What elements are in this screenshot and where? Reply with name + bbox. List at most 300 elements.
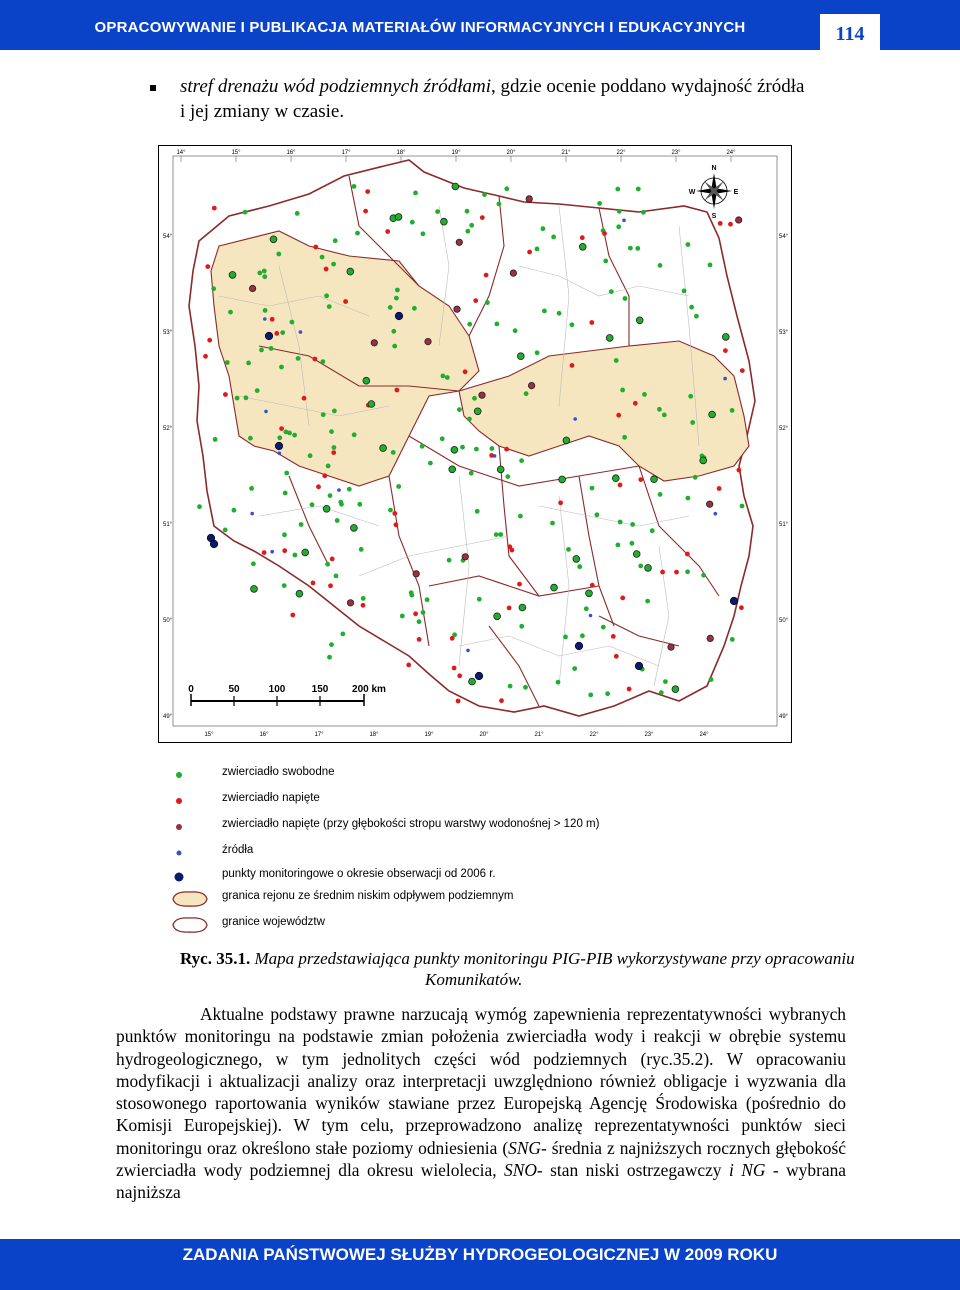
monitoring-point [519,458,524,463]
monitoring-point [493,454,497,458]
navy-dot-icon [170,866,210,888]
monitoring-point [686,242,691,247]
monitoring-point [633,401,638,406]
monitoring-point [550,521,555,526]
monitoring-point [723,348,728,353]
monitoring-point [340,632,345,637]
monitoring-point [528,382,534,388]
lat-label-left: 49° [163,714,173,720]
monitoring-point [507,544,512,549]
monitoring-point [579,243,586,250]
monitoring-point [497,202,502,207]
lat-label-right: 52° [779,426,789,432]
monitoring-point [641,210,646,215]
monitoring-point [324,267,329,272]
scale-tick-0: 0 [188,684,194,695]
monitoring-point [334,574,339,579]
lon-label-top: 19° [451,150,461,156]
monitoring-point [618,483,623,488]
lon-labels-bottom [204,732,709,738]
monitoring-point [457,673,462,678]
monitoring-point-2006 [730,597,738,605]
monitoring-point [658,492,663,497]
monitoring-point [497,466,504,473]
monitoring-point [270,317,275,322]
monitoring-point [709,677,714,682]
monitoring-point-2006 [395,312,403,320]
legend-label: punkty monitoringowe o okresie obserwacji od 2006 r. [222,868,496,880]
lon-label-top: 21° [561,150,571,156]
monitoring-point [363,377,370,384]
monitoring-point [563,437,570,444]
monitoring-point [328,493,333,498]
monitoring-point [413,611,418,616]
monitoring-point [299,522,304,527]
monitoring-point [246,361,251,366]
lat-label-right: 49° [779,714,789,720]
monitoring-point [597,201,602,206]
monitoring-point [445,375,450,380]
monitoring-point [295,211,300,216]
monitoring-point [324,293,329,298]
monitoring-point-2006 [475,672,483,680]
monitoring-point-2006 [275,442,283,450]
monitoring-point [475,509,480,514]
monitoring-point [229,272,236,279]
monitoring-point [262,274,267,279]
monitoring-point [321,412,326,417]
lat-label-right: 53° [779,330,789,336]
monitoring-point [495,322,500,327]
monitoring-point [627,687,632,692]
compass-w: W [688,189,696,196]
body-p1: Aktualne podstawy prawne narzucają wymóg zapewnienia reprezentatywności wybranych punktów monitoringu na podstawie zmian położenia zwierciadła wody i reakcji w obrębie systemu hydrogeologicznego, w tym jednolitych części wód podziemnych (ryc.35.2). W opracowaniu modyfikacji i aktualizacji analizy oraz interpretacji uwzględniono również obligacje i wyzwania dla stosowonego raportowania wyników stawiane przez Europejską Agencję Środowiska (pośrednio do Komisji Europejskiej). W tym celu, przeprowadzono analizę reprezentatywności punktów sieci monitoringu oraz określono stałe poziomy odniesienia ( [116,1004,846,1158]
legend-label: granica rejonu ze średnim niskim odpływem podziemnym [222,890,514,902]
monitoring-point [611,634,616,639]
monitoring-point [723,377,727,381]
lon-label-bottom: 23° [644,732,654,738]
monitoring-point [417,619,422,624]
monitoring-point [264,410,268,414]
lon-label-bottom: 21° [534,732,544,738]
monitoring-point [685,552,690,557]
monitoring-point [519,604,526,611]
lat-labels-left [163,234,173,720]
monitoring-point [737,468,742,473]
monitoring-point [494,613,501,620]
monitoring-point [225,360,230,365]
monitoring-point [638,564,643,569]
monitoring-point [630,522,635,527]
body-p1b: średnia z najniższych rocznych głębokość zwierciadła wody podziemnej dla okresu wielolecia, [116,1137,846,1181]
monitoring-point [709,411,716,418]
lon-label-top: 15° [231,150,241,156]
green-dot-icon [170,764,210,786]
blue-dot-icon [170,842,210,864]
lat-label-right: 54° [779,234,789,240]
monitoring-point [518,514,523,519]
monitoring-point [223,528,228,533]
monitoring-point [251,586,258,593]
monitoring-point [682,289,687,294]
legend-label: granice województw [222,916,325,928]
lon-label-top: 16° [286,150,296,156]
monitoring-point [685,569,690,574]
monitoring-point [406,663,411,668]
monitoring-point [332,445,337,450]
monitoring-point [228,310,233,315]
monitoring-point [485,300,490,305]
monitoring-point [480,215,485,220]
monitoring-point [590,486,595,491]
monitoring-point [651,476,658,483]
bullet-rest: , gdzie ocenie poddano wydajność źródła [491,76,805,97]
monitoring-point [249,486,254,491]
legend-label: zwierciadło napięte [222,792,320,804]
monitoring-point [380,445,387,452]
monitoring-point [308,453,313,458]
lat-label-right: 50° [779,618,789,624]
monitoring-point [566,547,571,552]
monitoring-point [466,649,470,653]
map-frame [158,145,792,743]
monitoring-point [623,296,628,301]
monitoring-point [612,475,619,482]
monitoring-point [457,407,462,412]
monitoring-point [441,218,448,225]
monitoring-point [361,596,366,601]
page-number: 114 [820,14,880,50]
monitoring-point [620,596,625,601]
lon-label-bottom: 15° [204,732,214,738]
lat-label-left: 52° [163,426,173,432]
monitoring-point [707,501,713,507]
bullet-marker [150,85,156,91]
monitoring-point [616,543,621,548]
bullet-italic: stref drenażu wód podziemnych źródłami [180,76,492,97]
monitoring-point [365,189,370,194]
monitoring-point [469,678,476,685]
monitoring-point [449,466,456,473]
monitoring-point [589,320,594,325]
monitoring-point [262,550,267,555]
monitoring-point [329,429,334,434]
monitoring-point [504,447,509,452]
monitoring-point [452,666,457,671]
monitoring-point [413,191,418,196]
lon-labels-top [176,150,736,156]
monitoring-point [409,590,414,595]
monitoring-point [347,268,354,275]
monitoring-point [563,635,568,640]
monitoring-point [203,354,208,359]
monitoring-point [498,532,503,537]
monitoring-point [474,408,481,415]
header-title: OPRACOWYWANIE I PUBLIKACJA MATERIAŁÓW INFORMACYJNYCH I EDUKACYJNYCH [94,19,746,36]
monitoring-point [638,477,643,482]
monitoring-point [425,597,430,602]
monitoring-point [396,484,401,489]
monitoring-point [740,368,745,373]
monitoring-point [395,288,400,293]
monitoring-point [347,600,353,606]
monitoring-point [707,635,713,641]
monitoring-point [708,263,713,268]
monitoring-point [259,348,264,353]
monitoring-point [417,637,422,642]
monitoring-point [279,426,284,431]
body-p1c: stan niski ostrzegawczy [542,1160,729,1181]
lat-label-right: 51° [779,522,789,528]
monitoring-point [559,476,566,483]
monitoring-point [615,187,620,192]
lon-label-top: 18° [396,150,406,156]
monitoring-point [635,246,640,251]
monitoring-point [212,206,217,211]
monitoring-point [391,450,396,455]
monitoring-point [622,435,627,440]
monitoring-point [277,435,282,440]
monitoring-point [513,328,518,333]
monitoring-point [454,306,460,312]
monitoring-point [263,317,267,321]
monitoring-point [394,522,399,527]
monitoring-point [249,285,255,291]
monitoring-point [447,558,452,563]
monitoring-point [460,445,465,450]
monitoring-point [469,471,474,476]
monitoring-point [331,262,336,267]
monitoring-point [479,392,485,398]
monitoring-point [313,245,318,250]
lon-label-top: 23° [671,150,681,156]
monitoring-point [392,344,397,349]
monitoring-point [359,547,364,552]
compass-n: N [711,165,717,172]
monitoring-point [279,365,284,370]
monitoring-point [645,599,650,604]
monitoring-point [421,610,426,615]
monitoring-point [465,209,470,214]
monitoring-point [371,340,377,346]
monitoring-point [693,475,698,480]
monitoring-point [329,642,334,647]
monitoring-point [363,209,368,214]
lon-label-bottom: 24° [699,732,709,738]
monitoring-point [541,226,546,231]
monitoring-point [535,350,540,355]
monitoring-point [645,565,652,572]
monitoring-point [465,229,470,234]
monitoring-point [494,532,499,537]
monitoring-point [388,305,393,310]
monitoring-point [650,528,655,533]
monitoring-point [463,369,468,374]
lat-label-left: 54° [163,234,173,240]
monitoring-point [603,259,608,264]
lat-label-left: 53° [163,330,173,336]
lon-label-top: 20° [506,150,516,156]
monitoring-point [257,271,262,276]
monitoring-point [736,217,742,223]
monitoring-point [283,491,288,496]
monitoring-point [572,666,577,671]
border-shape-icon [170,914,210,936]
monitoring-point [657,407,662,412]
monitoring-point [223,392,228,397]
monitoring-point [616,413,621,418]
body-text [116,1003,846,1204]
monitoring-point [211,286,216,291]
monitoring-point [243,210,248,215]
monitoring-point [235,396,240,401]
lon-label-top: 14° [176,150,186,156]
monitoring-point [440,436,445,441]
monitoring-point-2006 [575,642,583,650]
monitoring-point [730,408,735,413]
monitoring-point [580,235,585,240]
monitoring-point-2006 [265,332,273,340]
monitoring-point [391,329,396,334]
monitoring-point [662,413,667,418]
monitoring-point [335,518,340,523]
monitoring-point [551,584,558,591]
monitoring-point [270,550,274,554]
monitoring-point [355,231,360,236]
monitoring-point [339,502,344,507]
monitoring-point [601,625,606,630]
monitoring-point [717,486,722,491]
monitoring-point [322,473,327,478]
monitoring-point [413,571,419,577]
monitoring-point [250,512,254,516]
monitoring-point [302,549,309,556]
monitoring-point [505,474,510,479]
monitoring-point [327,304,332,309]
monitoring-point [617,209,622,214]
monitoring-point [510,270,516,276]
monitoring-point [213,437,218,442]
monitoring-point [636,187,641,192]
monitoring-point [618,520,623,525]
monitoring-point [332,409,337,414]
monitoring-point [316,484,321,489]
monitoring-point [622,219,626,223]
monitoring-point [714,512,718,516]
monitoring-point [660,570,665,575]
monitoring-point [282,583,287,588]
monitoring-point [412,306,417,311]
monitoring-point [605,691,610,696]
monitoring-point [589,614,593,618]
monitoring-point [527,250,532,255]
monitoring-point [278,452,282,456]
monitoring-point [573,417,577,421]
monitoring-point [280,330,285,335]
monitoring-point [477,597,482,602]
monitoring-point [326,464,331,469]
monitoring-point [728,222,733,227]
monitoring-point [420,444,425,449]
monitoring-point [473,298,478,303]
monitoring-point [325,562,330,567]
monitoring-point [689,305,694,310]
monitoring-point [642,392,647,397]
monitoring-point [441,374,446,379]
monitoring-point [207,338,212,343]
monitoring-point [327,655,332,660]
monitoring-point [323,505,330,512]
monitoring-point [368,401,375,408]
monitoring-point [333,238,338,243]
monitoring-point [284,471,289,476]
body-sng: SNG- [508,1137,547,1158]
poland-map [159,146,791,742]
monitoring-point [282,532,287,537]
monitoring-point [551,235,556,240]
monitoring-point [556,680,561,685]
monitoring-point [620,388,625,393]
body-sno: SNO- [504,1160,543,1181]
compass-e: E [733,189,739,196]
monitoring-point [428,461,433,466]
monitoring-point [688,394,693,399]
monitoring-point [331,450,336,455]
monitoring-point [270,236,277,243]
monitoring-point [573,556,580,563]
monitoring-point [499,698,504,703]
lon-label-bottom: 17° [314,732,324,738]
lon-label-top: 24° [726,150,736,156]
monitoring-point [668,644,674,650]
monitoring-point [628,246,633,251]
monitoring-point [262,269,267,274]
monitoring-point [205,264,210,269]
monitoring-point [614,358,619,363]
monitoring-point [659,690,664,695]
lon-label-bottom: 16° [259,732,269,738]
monitoring-point [467,417,472,422]
monitoring-point [255,388,260,393]
monitoring-point [542,309,547,314]
monitoring-point [730,637,735,642]
legend-label: źródła [222,844,254,856]
monitoring-point [296,590,303,597]
monitoring-point [577,564,582,569]
monitoring-point [524,391,529,396]
monitoring-point [451,446,458,453]
monitoring-point [700,457,707,464]
monitoring-point [674,570,679,575]
red-dot-icon [170,790,210,812]
monitoring-point [462,554,468,560]
monitoring-point [557,311,562,316]
monitoring-point [658,263,663,268]
monitoring-point [290,320,295,325]
monitoring-point [606,335,613,342]
scale-tick-100: 100 [268,684,286,695]
figure-caption [180,948,870,969]
monitoring-point [633,551,640,558]
monitoring-point [299,330,303,334]
monitoring-point [508,684,513,689]
lat-label-left: 51° [163,522,173,528]
monitoring-point [452,183,459,190]
monitoring-point [590,583,595,588]
monitoring-point [302,396,307,401]
bullet-line2: i jej zmiany w czasie. [180,101,345,122]
monitoring-point [452,632,457,637]
